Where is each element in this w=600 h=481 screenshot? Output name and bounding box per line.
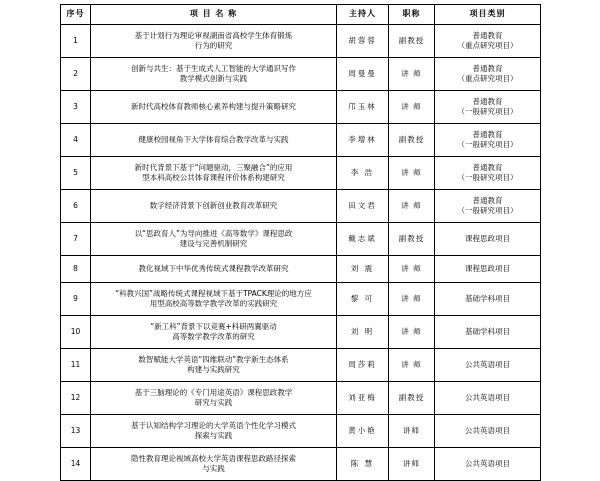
cell-leader: 胡蓉蓉 bbox=[337, 25, 389, 58]
type-line: （重点研究项目） bbox=[457, 74, 518, 83]
table-row bbox=[61, 25, 541, 58]
cell-project-title bbox=[91, 223, 337, 256]
cell-project-title bbox=[91, 190, 337, 223]
cell-rank: 副教授 bbox=[389, 223, 435, 256]
type-line: 课程思政项目 bbox=[465, 233, 510, 243]
title-line: 高等数学教学改革的研究 bbox=[172, 332, 255, 341]
table-row bbox=[61, 58, 541, 91]
table-row bbox=[61, 91, 541, 124]
title-line: 基于三脑理论的《专门用途英语》课程思政教学 bbox=[134, 387, 293, 397]
type-line: （一般研究项目） bbox=[457, 140, 518, 149]
cell-project-title bbox=[91, 283, 337, 316]
title-line: 健康校园视角下大学体育综合教学改革与实践 bbox=[138, 134, 289, 144]
table-row bbox=[61, 316, 541, 349]
cell-project-type bbox=[435, 415, 541, 448]
cell-seq: 7 bbox=[61, 223, 91, 256]
cell-project-title bbox=[91, 448, 337, 481]
cell-project-type bbox=[435, 382, 541, 415]
table-row bbox=[61, 223, 541, 256]
table-row bbox=[61, 382, 541, 415]
table-row bbox=[61, 124, 541, 157]
title-line: 新时代高校体育教师核心素养构建与提升策略研究 bbox=[131, 101, 296, 111]
title-line: 教学模式创新与实践 bbox=[179, 74, 248, 83]
cell-seq: 12 bbox=[61, 382, 91, 415]
cell-leader: 刘 明 bbox=[337, 316, 389, 349]
cell-rank: 讲师 bbox=[389, 448, 435, 481]
cell-project-title bbox=[91, 157, 337, 190]
cell-rank: 讲 师 bbox=[389, 283, 435, 316]
cell-seq: 1 bbox=[61, 25, 91, 58]
cell-seq: 13 bbox=[61, 415, 91, 448]
type-line: 课程思政项目 bbox=[465, 263, 510, 273]
cell-project-title bbox=[91, 349, 337, 382]
type-line: 基础学科项目 bbox=[465, 293, 510, 303]
column-header-seq: 序号 bbox=[61, 5, 91, 25]
cell-leader: 李增林 bbox=[337, 124, 389, 157]
cell-project-title bbox=[91, 415, 337, 448]
cell-project-title bbox=[91, 256, 337, 283]
type-line: （一般研究项目） bbox=[457, 173, 518, 182]
type-line: （重点研究项目） bbox=[457, 41, 518, 50]
title-line: 与实践 bbox=[202, 464, 225, 473]
cell-rank: 副教授 bbox=[389, 124, 435, 157]
cell-project-title bbox=[91, 91, 337, 124]
title-line: 创新与共生：基于生成式人工智能的大学通识写作 bbox=[131, 63, 296, 73]
type-line: 公共英语项目 bbox=[465, 458, 510, 468]
title-line: “新工科”背景下以竞赛+科研两翼驱动 bbox=[150, 321, 277, 331]
cell-leader: 刘亚梅 bbox=[337, 382, 389, 415]
column-header-rank: 职称 bbox=[389, 5, 435, 25]
type-line: 普通教育 bbox=[472, 63, 503, 73]
cell-leader: 黎 可 bbox=[337, 283, 389, 316]
type-line: （一般研究项目） bbox=[457, 107, 518, 116]
cell-seq: 6 bbox=[61, 190, 91, 223]
cell-project-title bbox=[91, 25, 337, 58]
table-body bbox=[61, 25, 541, 481]
type-line: 基础学科项目 bbox=[465, 326, 510, 336]
column-header-leader: 主持人 bbox=[337, 5, 389, 25]
table-header bbox=[61, 5, 541, 25]
cell-seq: 3 bbox=[61, 91, 91, 124]
cell-seq: 4 bbox=[61, 124, 91, 157]
cell-leader: 周曼曼 bbox=[337, 58, 389, 91]
cell-seq: 10 bbox=[61, 316, 91, 349]
cell-leader: 邝玉林 bbox=[337, 91, 389, 124]
cell-project-type bbox=[435, 349, 541, 382]
column-header-title: 项 目 名 称 bbox=[91, 5, 337, 25]
table-row bbox=[61, 190, 541, 223]
cell-rank: 讲 师 bbox=[389, 256, 435, 283]
cell-project-title bbox=[91, 58, 337, 91]
cell-seq: 5 bbox=[61, 157, 91, 190]
cell-leader: 戴志斌 bbox=[337, 223, 389, 256]
title-line: 基于认知结构学习理论的大学英语个性化学习模式 bbox=[131, 420, 296, 430]
cell-project-type bbox=[435, 58, 541, 91]
cell-leader: 陈 慧 bbox=[337, 448, 389, 481]
cell-leader: 李 浩 bbox=[337, 157, 389, 190]
title-line: 以“思政育人”为导向推进《高等数学》课程思政 bbox=[134, 228, 293, 238]
title-line: 数智赋能大学英语“四维联动”教学新生态体系 bbox=[138, 354, 289, 364]
title-line: 教化视域下中华优秀传统式课程教学改革研究 bbox=[138, 263, 289, 273]
cell-rank: 讲 师 bbox=[389, 349, 435, 382]
cell-project-title bbox=[91, 124, 337, 157]
type-line: 普通教育 bbox=[472, 129, 503, 139]
cell-seq: 14 bbox=[61, 448, 91, 481]
table-row bbox=[61, 283, 541, 316]
cell-project-type bbox=[435, 25, 541, 58]
cell-seq: 2 bbox=[61, 58, 91, 91]
table-header-row bbox=[61, 5, 541, 25]
type-line: 普通教育 bbox=[472, 195, 503, 205]
type-line: 公共英语项目 bbox=[465, 425, 510, 435]
cell-seq: 8 bbox=[61, 256, 91, 283]
cell-rank: 讲 师 bbox=[389, 91, 435, 124]
type-line: 公共英语项目 bbox=[465, 359, 510, 369]
cell-seq: 9 bbox=[61, 283, 91, 316]
title-line: 研究与实践 bbox=[194, 398, 233, 407]
type-line: （一般研究项目） bbox=[457, 206, 518, 215]
title-line: 数字经济背景下创新创业教育改革研究 bbox=[149, 200, 278, 210]
title-line: 新时代背景下基于“问题驱动，三聚融合”的应用 bbox=[134, 162, 293, 172]
cell-project-type bbox=[435, 91, 541, 124]
cell-rank: 讲 师 bbox=[389, 190, 435, 223]
cell-seq: 11 bbox=[61, 349, 91, 382]
cell-rank: 副教授 bbox=[389, 382, 435, 415]
table-row bbox=[61, 157, 541, 190]
project-list-table bbox=[60, 4, 541, 481]
table-row bbox=[61, 349, 541, 382]
cell-project-title bbox=[91, 316, 337, 349]
type-line: 普通教育 bbox=[472, 30, 503, 40]
cell-project-type bbox=[435, 124, 541, 157]
cell-rank: 讲 师 bbox=[389, 316, 435, 349]
cell-project-type bbox=[435, 157, 541, 190]
title-line: 型本科高校公共体育课程评价体系构建研究 bbox=[142, 173, 285, 182]
cell-leader: 黄小艳 bbox=[337, 415, 389, 448]
cell-rank: 讲 师 bbox=[389, 58, 435, 91]
cell-leader: 刘 震 bbox=[337, 256, 389, 283]
title-line: 构建与实践研究 bbox=[187, 365, 240, 374]
title-line: 基于计划行为理论审视湖南省高校学生体育锻炼 bbox=[134, 30, 293, 40]
cell-rank: 讲 师 bbox=[389, 157, 435, 190]
table-row bbox=[61, 256, 541, 283]
column-header-type: 项目类别 bbox=[435, 5, 541, 25]
title-line: 用型高校高等数学教学改革的实践研究 bbox=[149, 299, 278, 308]
cell-project-type bbox=[435, 316, 541, 349]
title-line: 隐性教育理论视域高校大学英语课程思政路径探索 bbox=[131, 453, 296, 463]
cell-project-title bbox=[91, 382, 337, 415]
type-line: 公共英语项目 bbox=[465, 392, 510, 402]
type-line: 普通教育 bbox=[472, 162, 503, 172]
cell-project-type bbox=[435, 256, 541, 283]
cell-rank: 副教授 bbox=[389, 25, 435, 58]
cell-project-type bbox=[435, 283, 541, 316]
type-line: 普通教育 bbox=[472, 96, 503, 106]
title-line: 探索与实践 bbox=[194, 431, 233, 440]
table-row bbox=[61, 415, 541, 448]
title-line: “科教兴国”战略传统式课程视域下基于TPACK理论的地方应 bbox=[115, 288, 312, 298]
title-line: 行为的研究 bbox=[194, 41, 233, 50]
cell-leader: 周莎莉 bbox=[337, 349, 389, 382]
cell-project-type bbox=[435, 448, 541, 481]
cell-project-type bbox=[435, 190, 541, 223]
title-line: 建设与完善机制研究 bbox=[179, 239, 248, 248]
cell-rank: 讲师 bbox=[389, 415, 435, 448]
cell-leader: 田文君 bbox=[337, 190, 389, 223]
table-row bbox=[61, 448, 541, 481]
cell-project-type bbox=[435, 223, 541, 256]
